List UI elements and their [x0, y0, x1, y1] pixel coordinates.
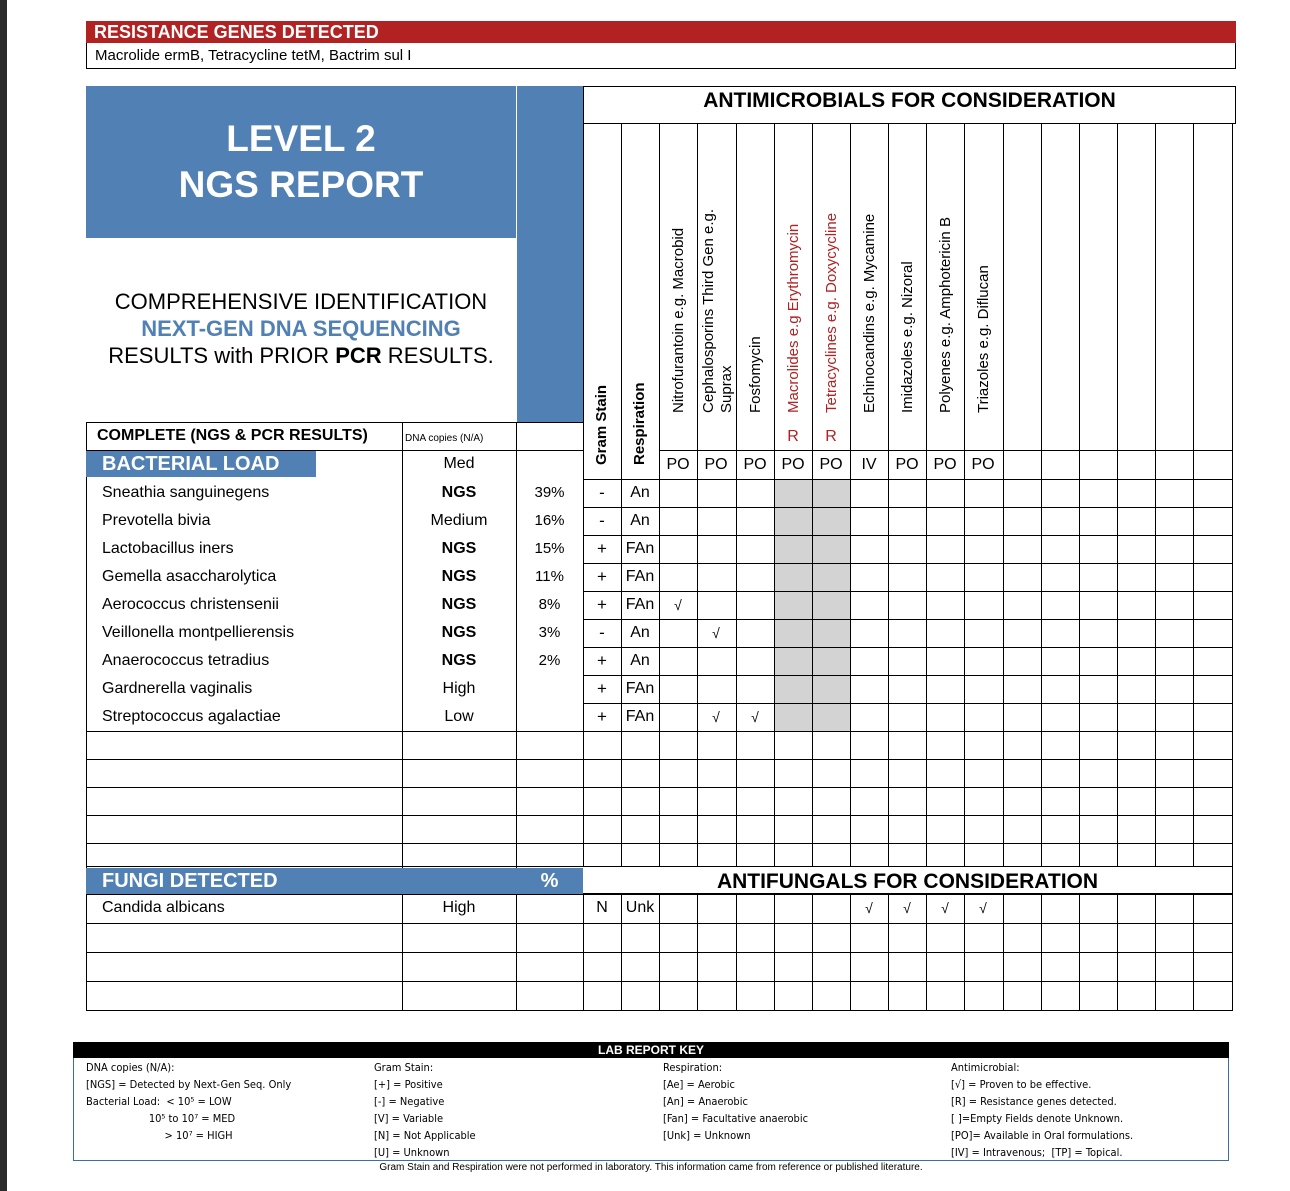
grid-hline [583, 619, 1232, 620]
bacteria-resp: FAn [625, 540, 655, 557]
key-dna: DNA copies (N/A): [NGS] = Detected by Next-Gen Seq. Only Bacterial Load: < 10⁵ = LOW 10⁵ to 10⁷ = MED > 10⁷ = HIGH [86, 1061, 292, 1142]
fungi-dna: High [442, 899, 476, 916]
drug-name: Imidazoles e.g. Nizoral [899, 261, 916, 413]
grid-hline [583, 703, 1232, 704]
report-description [86, 288, 516, 369]
resistance-title: RESISTANCE GENES DETECTED [86, 21, 1236, 43]
bacteria-gram: + [597, 595, 607, 614]
grid-hline [583, 563, 1232, 564]
respiration-header: Respiration [631, 382, 648, 465]
percent-header: % [542, 455, 557, 472]
bacteria-dna: NGS [441, 484, 477, 501]
grid-hline [86, 923, 1232, 924]
bacteria-pct: 3% [538, 624, 561, 641]
bacteria-resp: An [630, 624, 650, 641]
drug-route: PO [971, 456, 995, 473]
drug-route: PO [933, 456, 957, 473]
bacteria-pct: 16% [534, 512, 565, 529]
check-mark: √ [712, 709, 720, 725]
desc-line-2: NEXT-GEN DNA SEQUENCING [141, 316, 461, 341]
drug-name: Fosfomycin [747, 336, 764, 413]
report-title [86, 116, 516, 208]
bacteria-pct: 2% [538, 652, 561, 669]
drug-route: PO [781, 456, 805, 473]
desc-line-1: COMPREHENSIVE IDENTIFICATION [114, 289, 488, 314]
drug-route: PO [666, 456, 690, 473]
bacteria-gram: + [597, 651, 607, 670]
resistance-genes: Macrolide ermB, Tetracycline tetM, Bactrim sul I [86, 43, 1236, 69]
bacteria-dna: NGS [441, 596, 477, 613]
report-name: NGS REPORT [178, 164, 424, 205]
bacteria-gram: - [599, 623, 605, 642]
drug-name: Triazoles e.g. Diflucan [975, 265, 992, 413]
bacteria-dna: NGS [441, 652, 477, 669]
fungi-header-fill [402, 868, 516, 894]
grid-vline [583, 124, 584, 422]
grid-hline [583, 507, 1232, 508]
bacteria-pct: 11% [535, 568, 564, 585]
grid-hline [86, 952, 1232, 953]
bacteria-name: Streptococcus agalactiae [102, 708, 281, 725]
grid-hline [86, 759, 1232, 760]
bacteria-gram: + [597, 707, 607, 726]
drug-name-2: Suprax [718, 365, 735, 413]
bacteria-resp: FAn [625, 596, 655, 613]
bacteria-pct: 8% [538, 596, 561, 613]
bacterial-load-header: BACTERIAL LOAD [86, 451, 316, 477]
bacteria-dna: Medium [430, 512, 488, 529]
bacteria-resp: An [630, 484, 650, 501]
fungi-percent-header: % [516, 868, 583, 894]
drug-name: Macrolides e.g Erythromycin [785, 223, 802, 413]
check-mark: √ [979, 900, 987, 916]
check-mark: √ [674, 597, 682, 613]
grid-hline [86, 815, 1232, 816]
dna-copies-header: DNA copies (N/A) [405, 433, 484, 444]
drug-route: PO [743, 456, 767, 473]
grid-hline [583, 675, 1232, 676]
grid-hline [583, 479, 1232, 480]
bacteria-resp: FAn [625, 568, 655, 585]
grid-hline [86, 1010, 1232, 1011]
bacteria-gram: - [599, 511, 605, 530]
check-mark: √ [751, 709, 759, 725]
bacteria-name: Gemella asaccharolytica [102, 568, 277, 585]
key-respiration: Respiration: [Ae] = Aerobic [An] = Anaerobic [Fan] = Facultative anaerobic [Unk] = Unknown [663, 1061, 809, 1142]
bacteria-name: Veillonella montpellierensis [102, 624, 295, 641]
bacteria-gram: + [597, 539, 607, 558]
left-edge-bar [0, 0, 7, 1191]
gram-stain-header: Gram Stain [593, 384, 610, 465]
bacteria-pct: 39% [534, 484, 565, 501]
drug-name: Nitrofurantoin e.g. Macrobid [670, 227, 687, 413]
bacteria-gram: + [597, 679, 607, 698]
fungi-name: Candida albicans [102, 899, 225, 916]
drug-name: Polyenes e.g. Amphotericin B [937, 217, 954, 413]
drug-route: PO [819, 456, 843, 473]
grid-hline [86, 731, 1232, 732]
check-mark: √ [903, 900, 911, 916]
key-footnote: Gram Stain and Respiration were not performed in laboratory. This information came from reference or published literature. [379, 1162, 923, 1173]
grid-hline [86, 787, 1232, 788]
desc-line-3 [86, 342, 516, 369]
key-gram: Gram Stain: [+] = Positive [-] = Negative [V] = Variable [N] = Not Applicable [U] = Unknown [374, 1061, 476, 1159]
bacteria-name: Lactobacillus iners [102, 540, 234, 557]
report-level: LEVEL 2 [226, 118, 376, 159]
check-mark: √ [865, 900, 873, 916]
key-title: LAB REPORT KEY [73, 1042, 1229, 1058]
check-mark: √ [712, 625, 720, 641]
bacteria-resp: FAn [625, 708, 655, 725]
drug-name: Echinocandins e.g. Mycamine [861, 213, 878, 413]
bacteria-name: Sneathia sanguinegens [102, 484, 270, 501]
drug-name: Tetracyclines e.g. Doxycycline [823, 212, 840, 413]
bacteria-dna: High [442, 680, 476, 697]
desc-line-3-pcr: PCR [335, 343, 382, 368]
bacteria-resp: FAn [625, 680, 655, 697]
desc-line-3-a: RESULTS with PRIOR [108, 343, 336, 368]
bacteria-gram: - [599, 483, 605, 502]
desc-line-3-c: RESULTS. [381, 343, 494, 368]
bacteria-resp: An [630, 512, 650, 529]
fungi-header: FUNGI DETECTED [86, 868, 402, 894]
bacterial-load-value: Med [443, 455, 475, 472]
drug-route: PO [704, 456, 728, 473]
ngs-header: NGS [532, 427, 567, 444]
grid-hline [583, 535, 1232, 536]
bacteria-name: Anaerococcus tetradius [102, 652, 270, 669]
antimicrobials-title: ANTIMICROBIALS FOR CONSIDERATION [583, 86, 1236, 124]
grid-hline [86, 843, 1232, 844]
bacteria-dna: NGS [441, 540, 477, 557]
grid-vline [1232, 124, 1233, 1011]
bacteria-name: Aerococcus christensenii [102, 596, 279, 613]
key-antimicrobial: Antimicrobial: [√] = Proven to be effective. [R] = Resistance genes detected. [ ]=Empty Fields denote Unknown. [PO]= Available in Oral formulations. [IV] = Intravenous; [TP] = Topical. [951, 1061, 1134, 1159]
drug-resistance-flag: R [787, 428, 799, 445]
bacteria-resp: An [630, 652, 650, 669]
bacteria-dna: NGS [441, 624, 477, 641]
drug-resistance-flag: R [825, 428, 837, 445]
drug-name: Cephalosporins Third Gen e.g. [700, 208, 717, 413]
check-mark: √ [941, 900, 949, 916]
grid-hline [86, 981, 1232, 982]
drug-route: PO [895, 456, 919, 473]
bacteria-dna: NGS [441, 568, 477, 585]
bacteria-gram: + [597, 567, 607, 586]
ngs-column-header-block [516, 86, 583, 422]
antifungals-title: ANTIFUNGALS FOR CONSIDERATION [583, 866, 1232, 894]
fungi-resp: Unk [625, 899, 655, 916]
drug-route: IV [861, 456, 877, 473]
complete-header: COMPLETE (NGS & PCR RESULTS) [97, 427, 368, 444]
bacteria-name: Gardnerella vaginalis [102, 680, 253, 697]
report-title-block [86, 86, 516, 238]
fungi-gram: N [596, 899, 608, 916]
bacteria-pct: 15% [534, 540, 565, 557]
bacteria-name: Prevotella bivia [102, 512, 211, 529]
bacteria-dna: Low [444, 708, 474, 725]
grid-hline [583, 647, 1232, 648]
